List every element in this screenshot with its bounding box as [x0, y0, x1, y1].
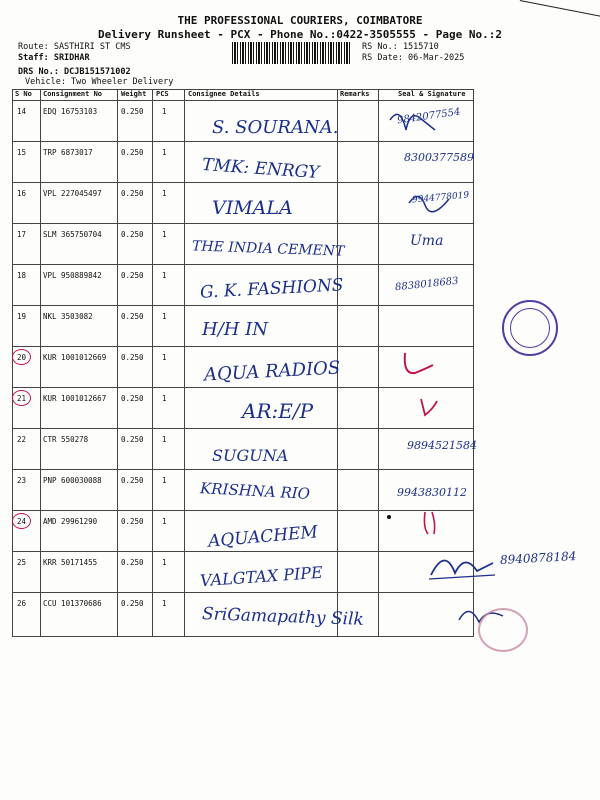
row-signature: 9842077554	[396, 106, 462, 127]
row-weight: 0.250	[121, 517, 144, 526]
red-circle-mark	[12, 390, 31, 406]
row-consignment: KUR 1001012669	[43, 353, 107, 362]
row-weight: 0.250	[121, 230, 144, 239]
row-sno: 26	[17, 599, 27, 608]
row-consignee-handwritten: G. K. FASHIONS	[199, 275, 344, 303]
row-signature: 8838018683	[394, 275, 460, 294]
row-sno: 20	[17, 353, 27, 362]
row-weight: 0.250	[121, 394, 144, 403]
row-sno: 14	[17, 107, 27, 116]
seal-stamp	[478, 608, 528, 652]
row-consignment: AMD 29961290	[43, 517, 98, 526]
row-consignment: PNP 600030088	[43, 476, 102, 485]
row-sno: 16	[17, 189, 27, 198]
red-pen-mark	[395, 345, 445, 385]
col-header-remarks: Remarks	[340, 90, 370, 98]
row-sno: 21	[17, 394, 27, 403]
row-consignee-handwritten: S. SOURANA.	[212, 117, 339, 138]
row-consignee-handwritten: VIMALA	[212, 197, 293, 219]
staff-label: Staff: SRIDHAR	[18, 53, 90, 63]
row-consignment: CCU 101370686	[43, 599, 102, 608]
row-signature: 9944778019	[411, 190, 470, 206]
row-consignee-handwritten: SriGamapathy Silk	[201, 604, 365, 630]
row-consignment: KRR 50171455	[43, 558, 98, 567]
row-consignee-handwritten: THE INDIA CEMENT	[191, 238, 345, 260]
row-signature: 8940878184	[499, 549, 577, 567]
signature-scribble	[405, 185, 465, 215]
vehicle-label: Vehicle: Two Wheeler Delivery	[25, 77, 174, 87]
black-dot-mark	[383, 512, 395, 522]
row-pcs: 1	[162, 558, 167, 567]
row-consignment: CTR 550278	[43, 435, 89, 444]
row-pcs: 1	[162, 230, 167, 239]
row-consignee-handwritten: AQUA RADIOS	[203, 357, 341, 386]
row-sno: 23	[17, 476, 27, 485]
row-consignment: SLM 365750704	[43, 230, 102, 239]
row-consignment: EDQ 16753103	[43, 107, 98, 116]
row-sno: 15	[17, 148, 27, 157]
row-sno: 17	[17, 230, 27, 239]
row-consignment: VPL 950889842	[43, 271, 102, 280]
row-consignee-handwritten: AQUACHEM	[207, 522, 319, 552]
row-weight: 0.250	[121, 107, 144, 116]
row-consignee-handwritten: AR:E/P	[242, 399, 314, 423]
row-weight: 0.250	[121, 558, 144, 567]
runsheet-subtitle: Delivery Runsheet - PCX - Phone No.:0422-3505555 - Page No.:2	[98, 28, 502, 41]
row-sno: 18	[17, 271, 27, 280]
row-weight: 0.250	[121, 271, 144, 280]
row-pcs: 1	[162, 148, 167, 157]
row-weight: 0.250	[121, 599, 144, 608]
row-sno: 19	[17, 312, 27, 321]
red-circle-mark	[12, 349, 31, 365]
signature-scribble	[380, 100, 500, 150]
row-consignment: VPL 227045497	[43, 189, 102, 198]
col-header-pcs: PCS	[156, 90, 169, 98]
col-header-weight: Weight	[121, 90, 147, 98]
seal-stamp	[502, 300, 558, 356]
row-signature: Uma	[410, 233, 444, 249]
row-weight: 0.250	[121, 189, 144, 198]
row-consignee-handwritten: KRISHNA RIO	[199, 479, 311, 503]
row-sno: 24	[17, 517, 27, 526]
drs-label: DRS No.: DCJB151571002	[18, 67, 131, 77]
row-pcs: 1	[162, 312, 167, 321]
row-consignee-handwritten: SUGUNA	[212, 446, 289, 465]
signature-scribble	[425, 545, 500, 590]
row-pcs: 1	[162, 353, 167, 362]
row-weight: 0.250	[121, 435, 144, 444]
col-header-consignment: Consignment No	[43, 90, 103, 98]
row-weight: 0.250	[121, 353, 144, 362]
row-pcs: 1	[162, 517, 167, 526]
row-consignment: KUR 1001012667	[43, 394, 107, 403]
red-pen-mark	[415, 395, 445, 420]
col-header-sno: S No	[15, 90, 32, 98]
row-consignee-handwritten: H/H IN	[202, 319, 269, 340]
company-name: THE PROFESSIONAL COURIERS, COIMBATORE	[177, 14, 423, 27]
row-pcs: 1	[162, 599, 167, 608]
col-header-signature: Seal & Signature	[398, 90, 466, 98]
row-pcs: 1	[162, 107, 167, 116]
red-pen-mark	[420, 508, 444, 538]
row-consignee-handwritten: TMK: ENRGY	[201, 154, 320, 184]
row-pcs: 1	[162, 394, 167, 403]
row-weight: 0.250	[121, 148, 144, 157]
row-pcs: 1	[162, 271, 167, 280]
row-consignee-handwritten: VALGTAX PIPE	[199, 562, 324, 591]
row-pcs: 1	[162, 476, 167, 485]
rs-date: RS Date: 06-Mar-2025	[362, 53, 465, 63]
row-sno: 25	[17, 558, 27, 567]
rs-number: RS No.: 1515710	[362, 42, 439, 52]
row-weight: 0.250	[121, 312, 144, 321]
row-consignment: TRP 6873017	[43, 148, 93, 157]
row-pcs: 1	[162, 435, 167, 444]
row-signature: 9943830112	[397, 486, 467, 499]
red-circle-mark	[12, 513, 31, 529]
row-sno: 22	[17, 435, 27, 444]
row-weight: 0.250	[121, 476, 144, 485]
route-label: Route: SASTHIRI ST CMS	[18, 42, 131, 52]
row-signature: 8300377589	[404, 151, 474, 164]
col-header-consignee: Consignee Details	[188, 90, 260, 98]
row-pcs: 1	[162, 189, 167, 198]
row-consignment: NKL 3503082	[43, 312, 93, 321]
barcode	[232, 42, 352, 64]
row-signature: 9894521584	[407, 439, 477, 452]
